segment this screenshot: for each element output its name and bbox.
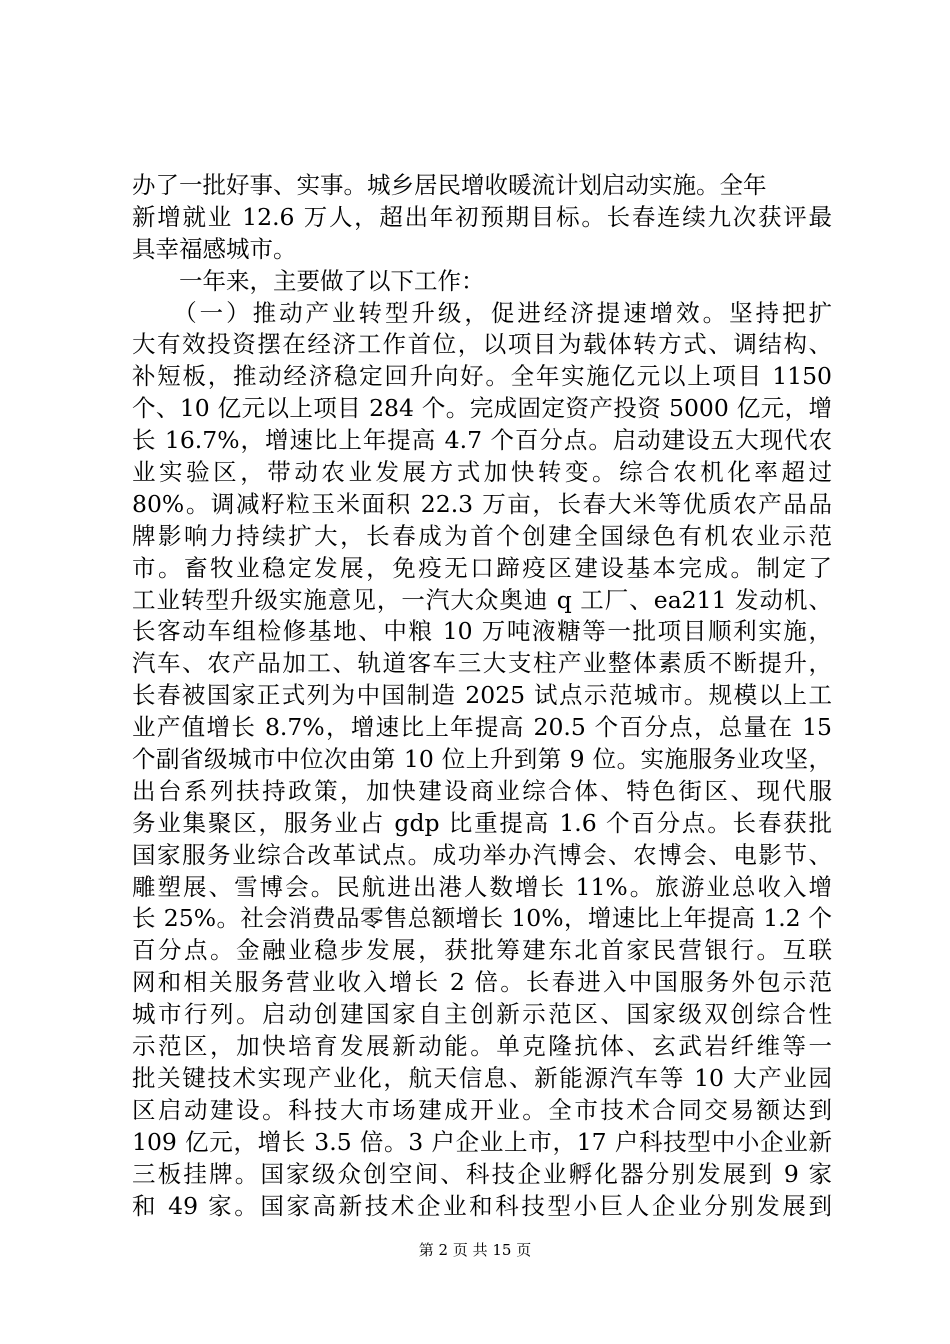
body-text	[132, 170, 832, 1222]
text-line: 工业转型升级实施意见，一汽大众奥迪 q 工厂、ea211 发动机、	[132, 585, 832, 614]
text-line: 三板挂牌。国家级众创空间、科技企业孵化器分别发展到 9 家	[132, 1159, 832, 1188]
page-footer	[0, 1240, 950, 1260]
text-line: 业产值增长 8.7%，增速比上年提高 20.5 个百分点，总量在 15	[132, 713, 832, 742]
text-line: 80%。调减籽粒玉米面积 22.3 万亩，长春大米等优质农产品品	[132, 489, 832, 518]
text-line: 业实验区，带动农业发展方式加快转变。综合农机化率超过	[132, 458, 832, 487]
text-line: 区启动建设。科技大市场建成开业。全市技术合同交易额达到	[132, 1095, 832, 1124]
text-line: 批关键技术实现产业化，航天信息、新能源汽车等 10 大产业园	[132, 1063, 832, 1092]
text-line: 长 16.7%，增速比上年提高 4.7 个百分点。启动建设五大现代农	[132, 426, 832, 455]
text-line: 汽车、农产品加工、轨道客车三大支柱产业整体素质不断提升，	[132, 649, 832, 678]
text-line: 示范区，加快培育发展新动能。单克隆抗体、玄武岩纤维等一	[132, 1032, 832, 1061]
text-line: 长春被国家正式列为中国制造 2025 试点示范城市。规模以上工	[132, 681, 832, 710]
text-line: 具幸福感城市。	[132, 234, 297, 263]
text-line: 长客动车组检修基地、中粮 10 万吨液糖等一批项目顺利实施，	[132, 617, 832, 646]
text-line: 个、10 亿元以上项目 284 个。完成固定资产投资 5000 亿元，增	[132, 394, 832, 423]
text-line: 长 25%。社会消费品零售总额增长 10%，增速比上年提高 1.2 个	[132, 904, 832, 933]
text-line: 109 亿元，增长 3.5 倍。3 户企业上市，17 户科技型中小企业新	[132, 1127, 832, 1156]
page-number-label: 第 2 页 共 15 页	[418, 1241, 532, 1259]
text-line: 雕塑展、雪博会。民航进出港人数增长 11%。旅游业总收入增	[132, 872, 832, 901]
text-line: 出台系列扶持政策，加快建设商业综合体、特色街区、现代服	[132, 776, 832, 805]
text-line: 国家服务业综合改革试点。成功举办汽博会、农博会、电影节、	[132, 840, 832, 869]
text-line: （一）推动产业转型升级，促进经济提速增效。坚持把扩	[132, 298, 832, 327]
text-line: 百分点。金融业稳步发展，获批筹建东北首家民营银行。互联	[132, 936, 832, 965]
text-line: 和 49 家。国家高新技术企业和科技型小巨人企业分别发展到	[132, 1191, 832, 1220]
text-line: 大有效投资摆在经济工作首位，以项目为载体转方式、调结构、	[132, 330, 832, 359]
text-line: 市。畜牧业稳定发展，免疫无口蹄疫区建设基本完成。制定了	[132, 553, 832, 582]
text-line: 一年来，主要做了以下工作：	[132, 266, 485, 295]
text-line: 个副省级城市中位次由第 10 位上升到第 9 位。实施服务业攻坚，	[132, 745, 832, 774]
text-line: 网和相关服务营业收入增长 2 倍。长春进入中国服务外包示范	[132, 968, 832, 997]
text-line: 城市行列。启动创建国家自主创新示范区、国家级双创综合性	[132, 1000, 832, 1029]
text-line: 补短板，推动经济稳定回升向好。全年实施亿元以上项目 1150	[132, 362, 832, 391]
text-line: 办了一批好事、实事。城乡居民增收暖流计划启动实施。全年	[132, 171, 767, 199]
text-line: 务业集聚区，服务业占 gdp 比重提高 1.6 个百分点。长春获批	[132, 808, 832, 837]
text-line: 新增就业 12.6 万人，超出年初预期目标。长春连续九次获评最	[132, 202, 832, 231]
text-line: 牌影响力持续扩大，长春成为首个创建全国绿色有机农业示范	[132, 521, 832, 550]
